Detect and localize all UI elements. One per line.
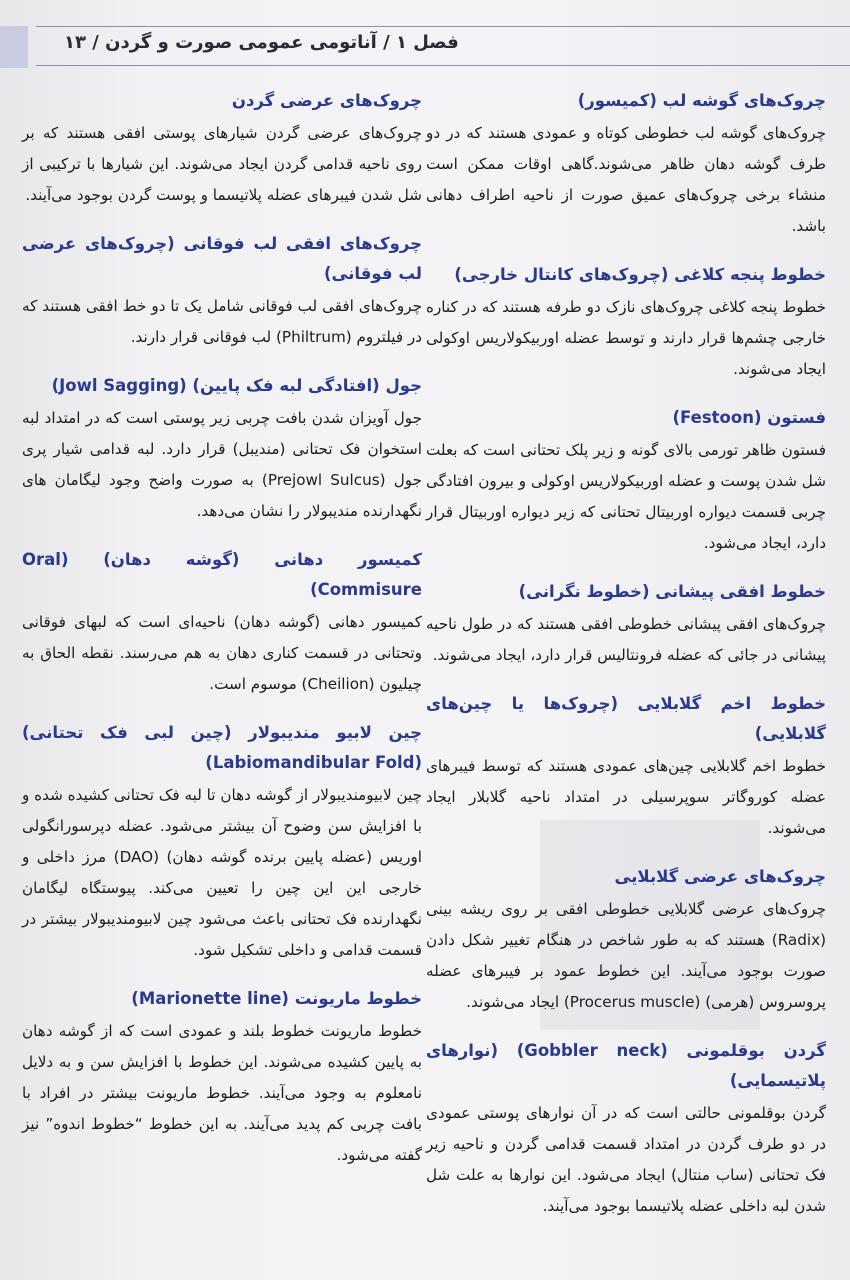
section-text: کمیسور دهانی (گوشه دهان) ناحیه‌ای است که لبهای فوقانی وتحتانی در قسمت کناری دهان به هم می‌رسند. نقطه الحاق به چیلیون (Cheilion) موسوم است. <box>22 613 422 693</box>
section-heading: خطوط پنجه کلاغی (چروک‌های کانتال خارجی) <box>454 265 826 284</box>
section-heading: فستون (Festoon) <box>672 408 826 427</box>
section-heading: خطوط ماریونت (Marionette line) <box>131 989 422 1008</box>
section-text: خطوط ماریونت خطوط بلند و عمودی است که از گوشه دهان به پایین کشیده می‌شوند. این خطوط با افزایش سن و به دلایل نامعلوم به وجود می‌آیند. خطوط ماریونت بیشتر در افراد با بافت چربی کم پدید می‌آیند. به این خطوط “خطوط اندوه” نیز گفته می‌شود. <box>22 1022 422 1164</box>
section-gobbler-neck <box>426 1036 826 1222</box>
right-column <box>426 86 826 1240</box>
section-text: خطوط پنجه کلاغی چروک‌های نازک دو طرفه هستند که در کناره خارجی چشم‌ها قرار دارند و توسط عضله اوربیکولاریس اوکولی ایجاد می‌شوند. <box>426 298 826 378</box>
section-text: خطوط اخم گلابلایی چین‌های عمودی هستند که توسط فیبرهای عضله کوروگاتر سوپرسیلی در امتداد ناحیه گلابلار ایجاد می‌شوند. <box>426 757 826 837</box>
section-glabellar-transverse <box>426 862 826 1018</box>
section-heading: چروک‌های عرضی گلابلایی <box>614 867 826 886</box>
section-neck-transverse <box>22 86 422 211</box>
section-text: چروک‌های گوشه لب خطوطی کوتاه و عمودی هستند که در دو طرف گوشه دهان ظاهر می‌شوند.گاهی اوقات ممکن است منشاء برخی چروک‌های عمیق صورت از ناحیه اطراف دهانی باشد. <box>426 124 826 235</box>
section-glabellar-frown-lines <box>426 689 826 844</box>
left-column <box>22 86 422 1189</box>
section-text: چروک‌های افقی لب فوقانی شامل یک تا دو خط افقی هستند که در فیلتروم (Philtrum) لب فوقانی قرار دارند. <box>22 297 422 346</box>
section-jowl-sagging <box>22 371 422 527</box>
section-festoon <box>426 403 826 559</box>
section-text: چروک‌های عرضی گلابلایی خطوطی افقی بر روی ریشه بینی (Radix) هستند که به طور شاخص در هنگام تغییر شکل دادن صورت بوجود می‌آیند. این خطوط عمود بر فیبرهای عضله پروسروس (هرمی) (Procerus muscle) ایجاد می‌شوند. <box>426 900 826 1011</box>
chapter-tab <box>0 26 28 68</box>
section-heading: چروک‌های گوشه لب (کمیسور) <box>577 91 826 110</box>
section-text: فستون ظاهر تورمی بالای گونه و زیر پلک تحتانی است که بعلت شل شدن پوست و عضله اوربیکولاریس اوکولی و بیرون افتادگی چربی قسمت دیواره اوربیتال تحتانی که زیر دیواره اوربیتال قرار دارد، ایجاد می‌شود. <box>426 441 826 552</box>
section-heading: جول (افتادگی لبه فک پایین) (Jowl Sagging) <box>51 376 422 395</box>
section-heading: چین لابیو مندیبولار (چین لبی فک تحتانی) (Labiomandibular Fold) <box>22 723 422 772</box>
section-lip-corner-wrinkles <box>426 86 826 242</box>
section-heading: خطوط اخم گلابلایی (چروک‌ها یا چین‌های گلابلایی) <box>426 694 826 743</box>
section-heading: چروک‌های عرضی گردن <box>231 91 422 110</box>
running-title: فصل ۱ / آناتومی عمومی صورت و گردن / ۱۳ <box>64 32 459 53</box>
section-labiomandibular-fold <box>22 718 422 966</box>
page-header <box>0 26 850 66</box>
section-text: چروک‌های عرضی گردن شیارهای پوستی افقی هستند که بر روی ناحیه قدامی گردن ایجاد می‌شوند. این شیارها با ترکیبی از شل شدن فیبرهای عضله پلاتیسما و پوست گردن بوجود می‌آیند. <box>22 124 422 204</box>
section-upper-lip-lines <box>22 229 422 353</box>
section-heading: چروک‌های افقی لب فوقانی (چروک‌های عرضی لب فوقانی) <box>22 234 422 283</box>
section-heading: گردن بوقلمونی (Gobbler neck) (نوارهای پلاتیسمایی) <box>426 1041 827 1090</box>
section-crows-feet <box>426 260 826 385</box>
section-text: چروک‌های افقی پیشانی خطوطی افقی هستند که در طول ناحیه پیشانی در جائی که عضله فرونتالیس قرار دارد، ایجاد می‌شوند. <box>426 615 826 664</box>
section-oral-commissure <box>22 545 422 700</box>
section-marionette-lines <box>22 984 422 1171</box>
section-heading: کمیسور دهانی (گوشه دهان) (Oral Commisure) <box>22 550 422 599</box>
section-heading: خطوط افقی پیشانی (خطوط نگرانی) <box>518 582 826 601</box>
section-text: گردن بوقلمونی حالتی است که در آن نوارهای پوستی عمودی در دو طرف گردن در امتداد قسمت قدامی گردن و ناحیه زیر فک تحتانی (ساب منتال) ایجاد می‌شود. این نوارها به علت شل شدن لبه داخلی عضله پلاتیسما بوجود می‌آیند. <box>426 1104 826 1215</box>
section-text: جول آویزان شدن بافت چربی زیر پوستی است که در امتداد لبه استخوان فک تحتانی (مندیبل) قرار دارد. لبه قدامی شیار پری جول (Prejowl Sulcus) به صورت واضح وجود لیگامان های نگهدارنده مندیبولار را نشان می‌دهد. <box>22 409 423 520</box>
section-forehead-lines <box>426 577 826 671</box>
section-text: چین لابیومندیبولار از گوشه دهان تا لبه فک تحتانی کشیده شده و با افزایش سن وضوح آن بیشتر می‌شود. عضله دپرسورانگولی اوریس (عضله پایین برنده گوشه دهان) (DAO) مرز داخلی و خارجی این این چین را تعیین می‌کند. پیوستگاه لیگامان نگهدارنده فک تحتانی باعث می‌شود چین لابیومندیبولار بیشتر در قسمت قدامی و داخلی تشکیل شود. <box>22 786 422 959</box>
